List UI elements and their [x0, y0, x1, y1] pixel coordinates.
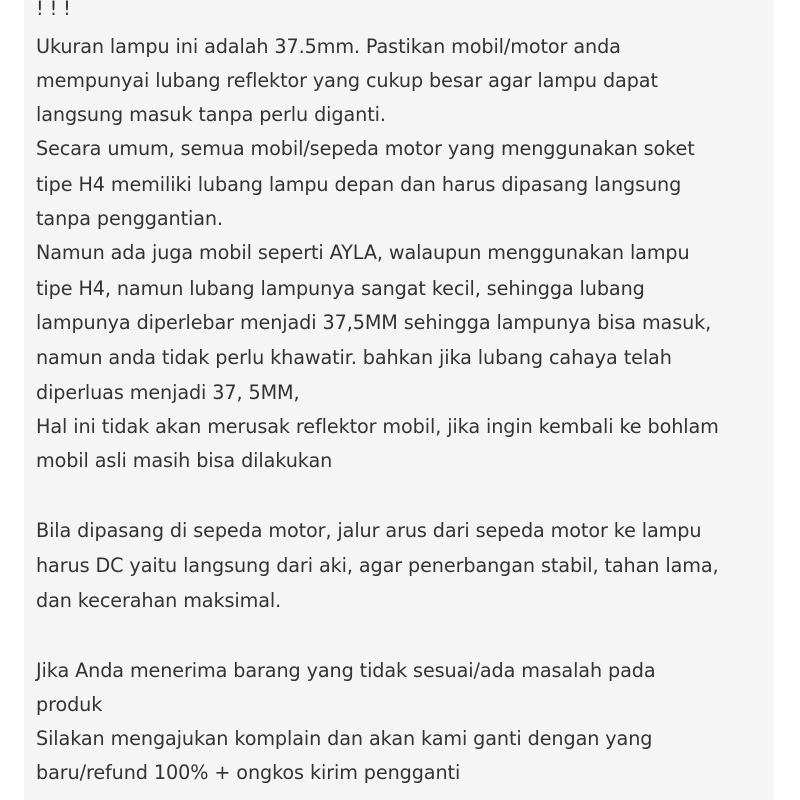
description-line: tanpa penggantian. — [36, 207, 223, 230]
description-line: Ukuran lampu ini adalah 37.5mm. Pastikan mobil/motor anda — [36, 35, 621, 58]
description-line: mempunyai lubang reflektor yang cukup besar agar lampu dapat — [36, 69, 658, 92]
description-line: lampunya diperlebar menjadi 37,5MM sehingga lampunya bisa masuk, — [36, 311, 712, 334]
description-line: ! ! ! — [36, 0, 71, 20]
description-line: Secara umum, semua mobil/sepeda motor yang menggunakan soket — [36, 137, 695, 160]
description-line: Jika Anda menerima barang yang tidak sesuai/ada masalah pada — [36, 659, 656, 682]
description-line: Silakan mengajukan komplain dan akan kami ganti dengan yang — [36, 727, 653, 750]
description-line: diperluas menjadi 37, 5MM, — [36, 381, 300, 404]
description-line: Namun ada juga mobil seperti AYLA, walaupun menggunakan lampu — [36, 241, 690, 264]
description-line: dan kecerahan maksimal. — [36, 589, 282, 612]
description-line: tipe H4 memiliki lubang lampu depan dan harus dipasang langsung — [36, 173, 682, 196]
description-line: Hal ini tidak akan merusak reflektor mobil, jika ingin kembali ke bohlam — [36, 415, 719, 438]
description-line: produk — [36, 693, 103, 716]
product-description-card — [24, 0, 774, 800]
description-line: mobil asli masih bisa dilakukan — [36, 449, 333, 472]
description-line: Bila dipasang di sepeda motor, jalur arus dari sepeda motor ke lampu — [36, 519, 702, 542]
description-line: baru/refund 100% + ongkos kirim pengganti — [36, 761, 461, 784]
description-line: namun anda tidak perlu khawatir. bahkan jika lubang cahaya telah — [36, 346, 672, 369]
description-line: langsung masuk tanpa perlu diganti. — [36, 103, 386, 126]
description-line: harus DC yaitu langsung dari aki, agar penerbangan stabil, tahan lama, — [36, 554, 719, 577]
description-line: tipe H4, namun lubang lampunya sangat kecil, sehingga lubang — [36, 277, 645, 300]
